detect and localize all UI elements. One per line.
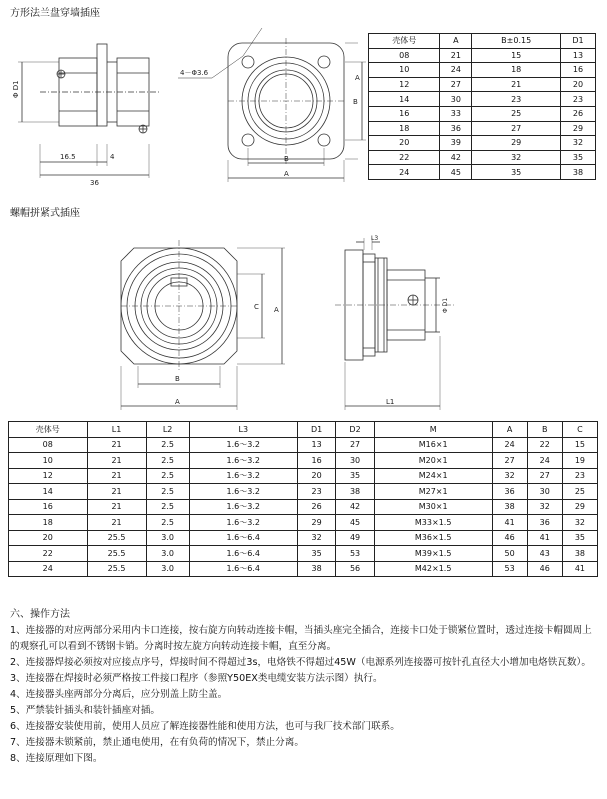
table-cell: 18: [369, 121, 440, 136]
table-cell: 27: [472, 121, 561, 136]
column-header: A: [440, 34, 472, 49]
table-row: [369, 63, 596, 78]
nut-socket-title: 螺帽拼紧式插座: [10, 208, 80, 219]
table-cell: 1.6～6.4: [189, 561, 297, 577]
table-cell: 2.5: [146, 515, 189, 531]
table-cell: 36: [527, 515, 562, 531]
table-cell: 32: [527, 499, 562, 515]
table-cell: 36: [440, 121, 472, 136]
table-cell: 35: [336, 468, 374, 484]
table-row: [369, 92, 596, 107]
column-header: B±0.15: [472, 34, 561, 49]
d1-label: Φ D1: [12, 80, 20, 98]
table-cell: 10: [9, 453, 88, 469]
table-cell: 16: [297, 453, 335, 469]
table-cell: 3.0: [146, 546, 189, 562]
table-cell: 32: [472, 150, 561, 165]
table-cell: 43: [527, 546, 562, 562]
nut-socket-drawing: [0, 218, 607, 418]
dim-16-5: 16.5: [60, 153, 76, 161]
table-cell: M20×1: [374, 453, 492, 469]
ops-item: 1、连接器的对应两部分采用内卡口连接，按右旋方向转动连接卡帽，当插头座完全插合，连接卡口处于锁紧位置时，透过连接卡帽圆周上的观察孔可以看到不锈钢卡销。分离时按左旋方向转动连接卡帽，直至分离。: [10, 625, 592, 652]
table-cell: 32: [297, 530, 335, 546]
column-header: L3: [189, 422, 297, 438]
table-cell: 27: [440, 77, 472, 92]
table-cell: 27: [336, 437, 374, 453]
dim-4: 4: [110, 153, 115, 161]
column-header: L2: [146, 422, 189, 438]
table-cell: M39×1.5: [374, 546, 492, 562]
table-cell: M33×1.5: [374, 515, 492, 531]
table-row: [369, 150, 596, 165]
table-row: [9, 484, 598, 500]
table-cell: 53: [336, 546, 374, 562]
table-cell: M24×1: [374, 468, 492, 484]
table-cell: 50: [492, 546, 527, 562]
dim-c-2: C: [254, 303, 259, 311]
table-cell: 13: [297, 437, 335, 453]
table-row: [9, 530, 598, 546]
table-cell: 1.6～3.2: [189, 499, 297, 515]
table-cell: 1.6～3.2: [189, 484, 297, 500]
table-cell: 19: [562, 453, 597, 469]
table-cell: 1.6～6.4: [189, 530, 297, 546]
table-cell: 26: [297, 499, 335, 515]
table-cell: 38: [297, 561, 335, 577]
table-cell: 22: [369, 150, 440, 165]
table-cell: 24: [492, 437, 527, 453]
ops-list: [10, 623, 600, 767]
table-cell: 21: [87, 499, 146, 515]
table-cell: 18: [472, 63, 561, 78]
table-cell: 14: [9, 484, 88, 500]
table-cell: 29: [560, 121, 595, 136]
column-header: 壳体号: [9, 422, 88, 438]
table-cell: 53: [492, 561, 527, 577]
table-cell: M16×1: [374, 437, 492, 453]
ops-item: 7、连接器未锁紧前，禁止通电使用，在有负荷的情况下，禁止分离。: [10, 737, 304, 748]
table-cell: 14: [369, 92, 440, 107]
table-cell: 21: [87, 468, 146, 484]
dim-a-2: A: [175, 398, 180, 406]
table-cell: 1.6～3.2: [189, 453, 297, 469]
table-cell: 21: [87, 515, 146, 531]
ops-item: 8、连接原理如下图。: [10, 753, 103, 764]
column-header: C: [562, 422, 597, 438]
table-cell: 20: [369, 136, 440, 151]
table-cell: 21: [440, 48, 472, 63]
table-cell: 35: [560, 150, 595, 165]
table-cell: 38: [560, 165, 595, 180]
table-row: [9, 561, 598, 577]
table-cell: 32: [492, 468, 527, 484]
table-cell: 23: [560, 92, 595, 107]
table-cell: 15: [562, 437, 597, 453]
table-row: [9, 453, 598, 469]
table-cell: 25: [562, 484, 597, 500]
table-cell: 41: [562, 561, 597, 577]
table-cell: 39: [440, 136, 472, 151]
table-cell: 38: [336, 484, 374, 500]
hole-spec: 4－Φ3.6: [180, 69, 209, 77]
table-cell: 26: [560, 106, 595, 121]
table-cell: 1.6～3.2: [189, 437, 297, 453]
table-cell: 1.6～3.2: [189, 468, 297, 484]
table-cell: 25.5: [87, 546, 146, 562]
table-cell: 20: [560, 77, 595, 92]
table-cell: 23: [297, 484, 335, 500]
table-cell: 36: [492, 484, 527, 500]
ops-item: 5、严禁装针插头和装针插座对插。: [10, 705, 161, 716]
table-cell: 42: [440, 150, 472, 165]
table-cell: 16: [369, 106, 440, 121]
table-cell: 41: [492, 515, 527, 531]
table-cell: 21: [472, 77, 561, 92]
column-header: D1: [297, 422, 335, 438]
ops-item: 3、连接器在焊接时必须严格按工件接口程序（参照Y50EX类电缆安装方法示图）执行。: [10, 673, 383, 684]
table-cell: M30×1: [374, 499, 492, 515]
table-cell: M36×1.5: [374, 530, 492, 546]
table-row: [9, 468, 598, 484]
table-cell: 56: [336, 561, 374, 577]
table-cell: 45: [440, 165, 472, 180]
dim-a-side-2: A: [274, 306, 279, 314]
dim-b-side: B: [353, 98, 358, 106]
dim-b: B: [284, 155, 289, 163]
nut-dimension-table: [8, 421, 598, 577]
table-cell: 21: [87, 453, 146, 469]
table-cell: 24: [9, 561, 88, 577]
table-row: [9, 499, 598, 515]
table-cell: 29: [297, 515, 335, 531]
table-cell: 25: [472, 106, 561, 121]
table-cell: 27: [492, 453, 527, 469]
table-cell: 24: [527, 453, 562, 469]
table-cell: 20: [297, 468, 335, 484]
table-row: [369, 165, 596, 180]
table-cell: 2.5: [146, 453, 189, 469]
table-cell: 35: [297, 546, 335, 562]
table-cell: 3.0: [146, 561, 189, 577]
flange-dimension-table: [368, 33, 596, 180]
table-cell: 41: [527, 530, 562, 546]
table-cell: 20: [9, 530, 88, 546]
table-cell: 32: [560, 136, 595, 151]
table-cell: 30: [336, 453, 374, 469]
dim-a: A: [284, 170, 289, 178]
column-header: D1: [560, 34, 595, 49]
table-cell: 23: [472, 92, 561, 107]
table-cell: 30: [527, 484, 562, 500]
flange-socket-drawing: [0, 18, 368, 198]
table-row: [369, 106, 596, 121]
table-cell: 25.5: [87, 530, 146, 546]
table-cell: 12: [369, 77, 440, 92]
dim-b-2: B: [175, 375, 180, 383]
table-cell: 2.5: [146, 499, 189, 515]
ops-item: 4、连接器头座两部分分离后，应分别盖上防尘盖。: [10, 689, 228, 700]
column-header: M: [374, 422, 492, 438]
table-cell: 46: [492, 530, 527, 546]
table-cell: 29: [562, 499, 597, 515]
table-row: [9, 437, 598, 453]
table-cell: 32: [562, 515, 597, 531]
table-cell: 38: [492, 499, 527, 515]
table-cell: 08: [369, 48, 440, 63]
table-cell: 33: [440, 106, 472, 121]
table-cell: 16: [560, 63, 595, 78]
table-row: [9, 515, 598, 531]
ops-heading: 六、操作方法: [10, 609, 70, 620]
table-cell: 2.5: [146, 437, 189, 453]
column-header: L1: [87, 422, 146, 438]
column-header: A: [492, 422, 527, 438]
table-cell: 2.5: [146, 484, 189, 500]
table-cell: 18: [9, 515, 88, 531]
table-cell: 35: [472, 165, 561, 180]
table-cell: 46: [527, 561, 562, 577]
flange-socket-title: 方形法兰盘穿墙插座: [10, 8, 100, 19]
table-cell: 38: [562, 546, 597, 562]
table-cell: 24: [369, 165, 440, 180]
column-header: D2: [336, 422, 374, 438]
dim-l1: L1: [386, 398, 395, 406]
table-cell: 12: [9, 468, 88, 484]
table-cell: 08: [9, 437, 88, 453]
column-header: B: [527, 422, 562, 438]
table-cell: 30: [440, 92, 472, 107]
table-cell: 25.5: [87, 561, 146, 577]
table-cell: 2.5: [146, 468, 189, 484]
table-row: [369, 121, 596, 136]
table-cell: 13: [560, 48, 595, 63]
dim-a-side: A: [355, 74, 360, 82]
table-cell: 15: [472, 48, 561, 63]
table-cell: 10: [369, 63, 440, 78]
table-cell: 3.0: [146, 530, 189, 546]
table-row: [369, 77, 596, 92]
ops-item: 2、连接器焊接必须按对应接点序号，焊接时间不得超过3s，电烙铁不得超过45W（电源系列连接器可按针孔直径大小增加电烙铁瓦数）。: [10, 657, 591, 668]
table-cell: 1.6～6.4: [189, 546, 297, 562]
ops-item: 6、连接器安装使用前，使用人员应了解连接器性能和使用方法，也可与我厂技术部门联系。: [10, 721, 400, 732]
dim-36: 36: [90, 179, 99, 187]
table-cell: M27×1: [374, 484, 492, 500]
table-row: [369, 48, 596, 63]
table-cell: 21: [87, 484, 146, 500]
table-cell: 29: [472, 136, 561, 151]
table-cell: 1.6～3.2: [189, 515, 297, 531]
table-row: [9, 546, 598, 562]
table-cell: 22: [9, 546, 88, 562]
d1-label-2: Φ D1: [442, 297, 449, 313]
table-cell: 35: [562, 530, 597, 546]
table-cell: 45: [336, 515, 374, 531]
table-cell: M42×1.5: [374, 561, 492, 577]
table-cell: 23: [562, 468, 597, 484]
table-row: [369, 136, 596, 151]
table-cell: 24: [440, 63, 472, 78]
dim-l3: L3: [371, 235, 379, 242]
table-cell: 16: [9, 499, 88, 515]
table-cell: 49: [336, 530, 374, 546]
column-header: 壳体号: [369, 34, 440, 49]
table-cell: 21: [87, 437, 146, 453]
table-cell: 27: [527, 468, 562, 484]
table-cell: 22: [527, 437, 562, 453]
table-cell: 42: [336, 499, 374, 515]
